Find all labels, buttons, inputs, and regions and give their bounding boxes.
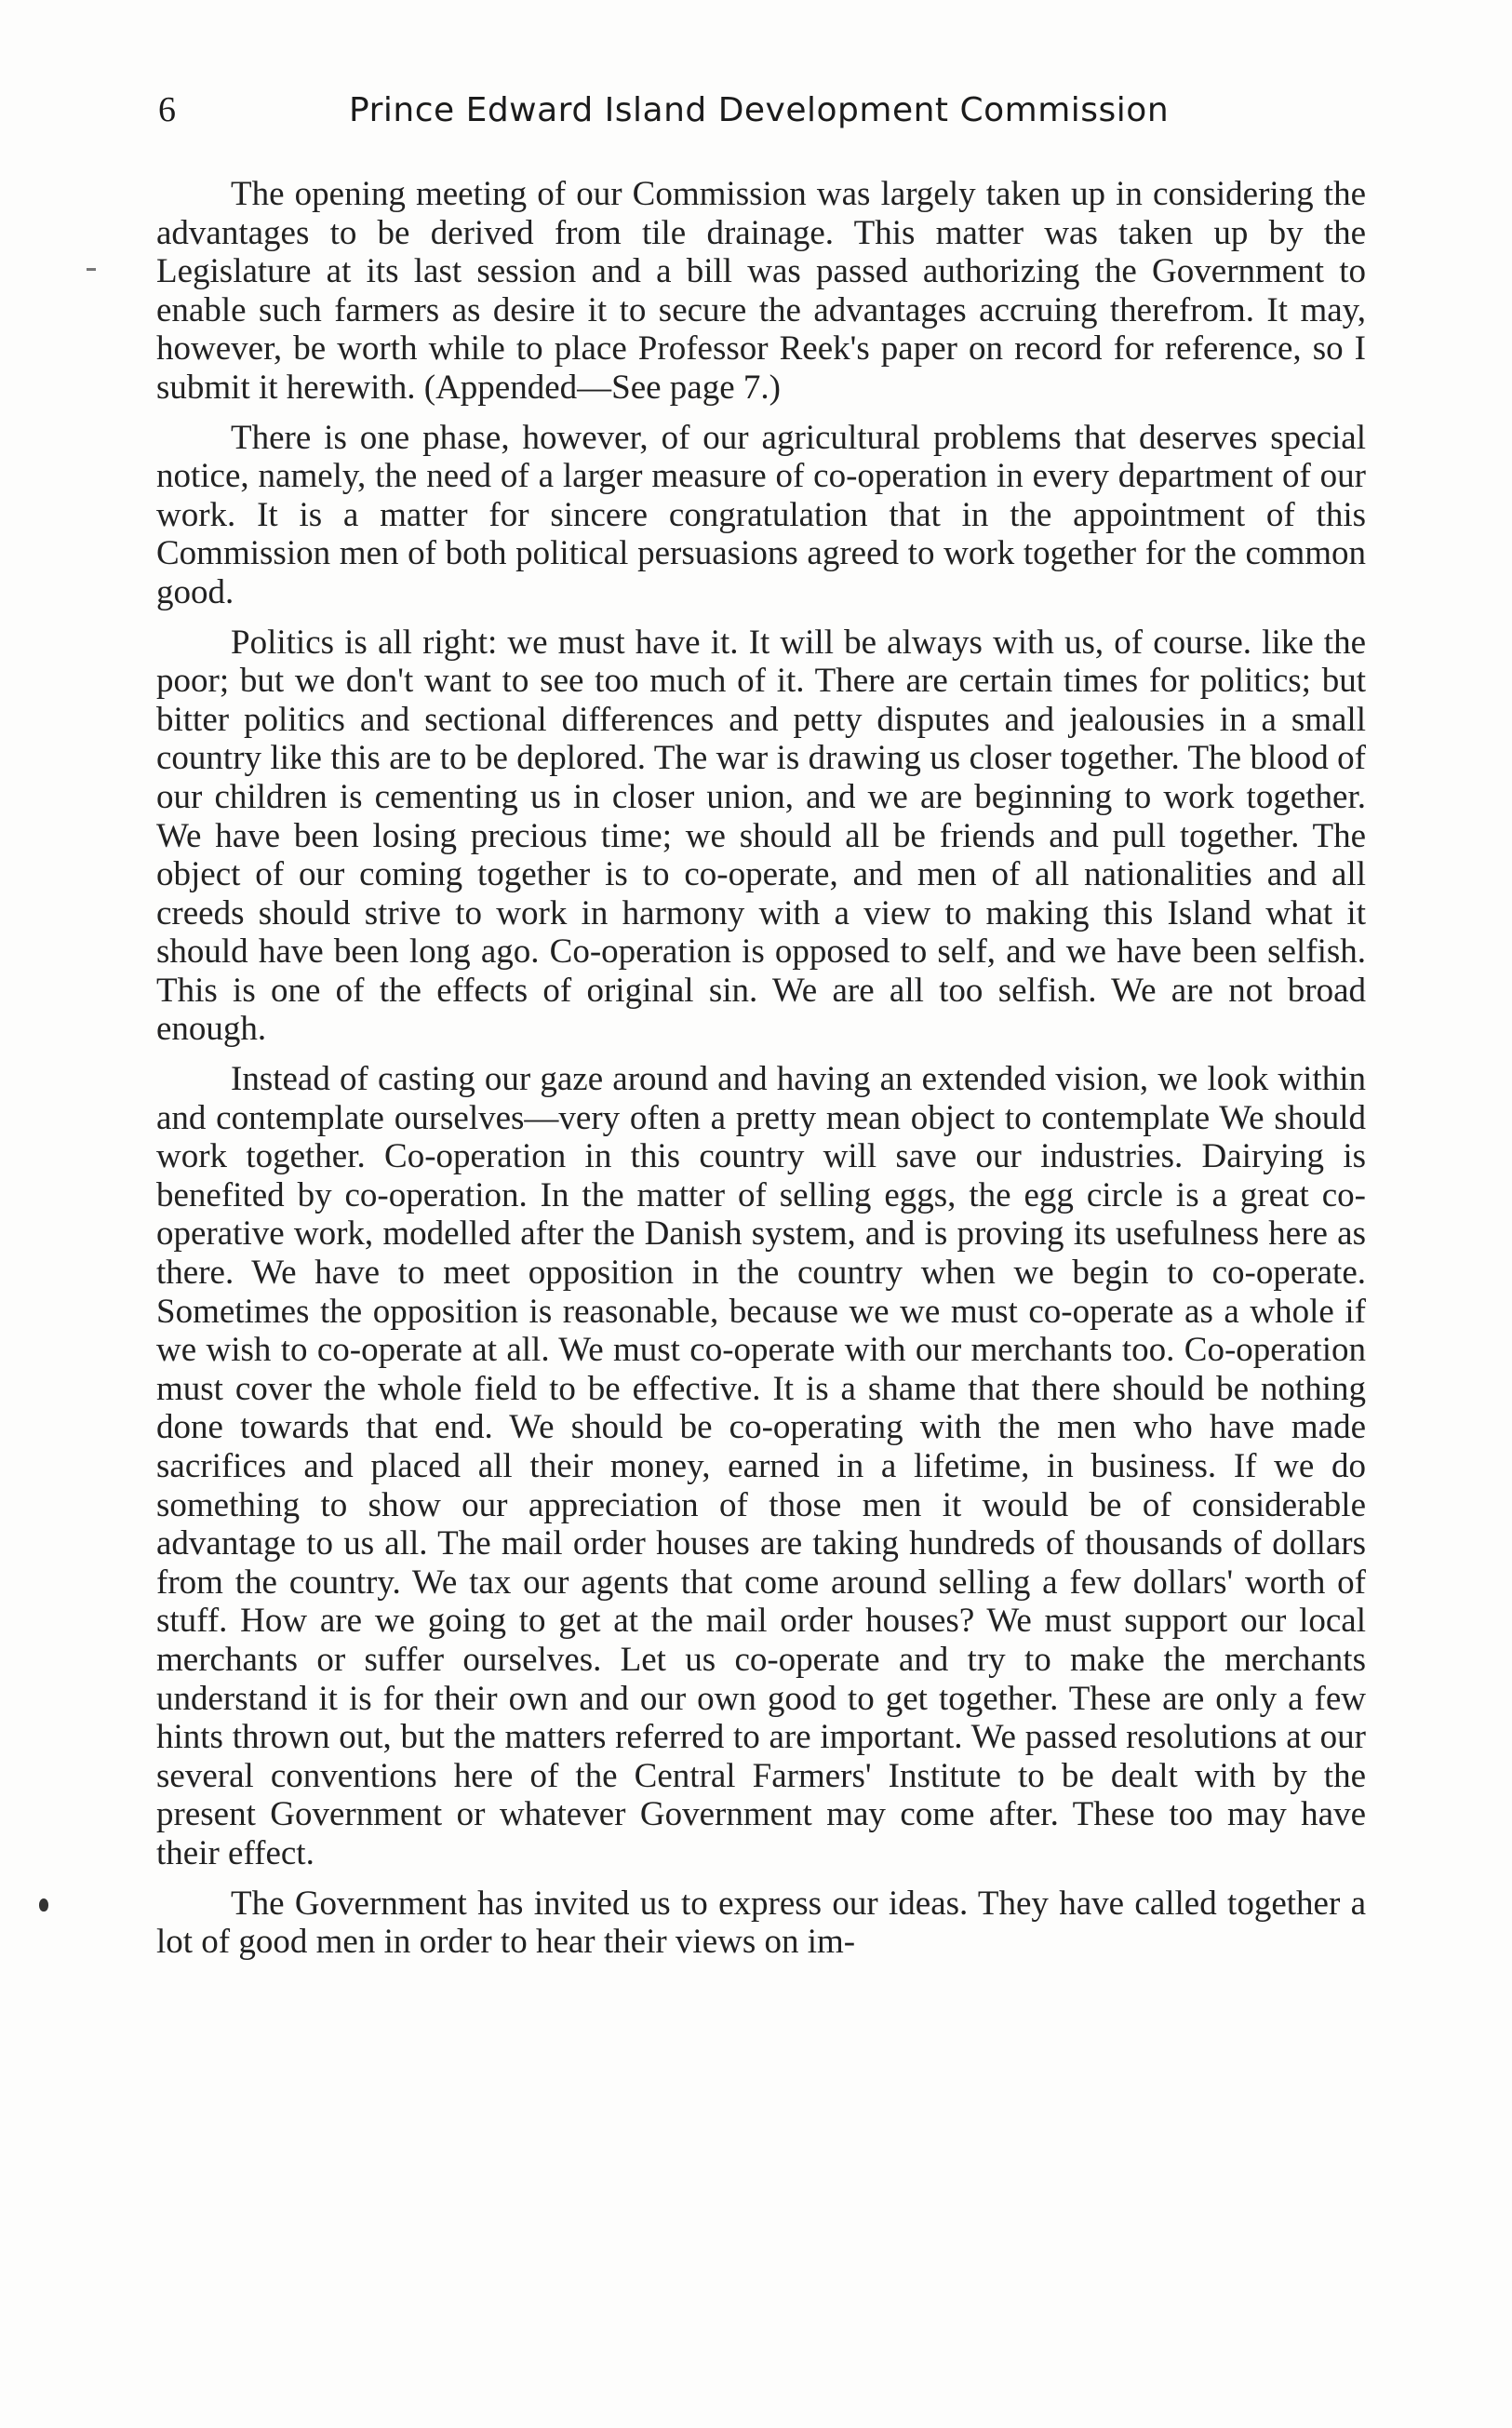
margin-dash-mark (87, 268, 96, 271)
paragraph-tile-drainage: The opening meeting of our Commission was largely taken up in considering the advantages to be derived from tile drainage. This matter was taken up by the Legislature at its last session and a bill was passed authorizing the Government to enable such farmers as desire it to secure the advantages accruing therefrom. It may, however, be worth while to place Professor Reek's paper on record for reference, so I submit it herewith. (Appended—See page 7.) (156, 175, 1366, 407)
paragraph-extended-vision: Instead of casting our gaze around and having an extended vision, we look within and contemplate ourselves—very often a pretty mean object to contemplate We should work together. Co-operation in this country will save our industries. Dairying is benefited by co-operation. In the matter of selling eggs, the egg circle is a great co-operative work, modelled after the Danish system, and is proving its usefulness here as there. We have to meet opposition in the country when we begin to co-operate. Sometimes the opposition is reasonable, because we we must co-operate as a whole if we wish to co-operate at all. We must co-operate with our merchants too. Co-operation must cover the whole field to be effective. It is a shame that there should be nothing done towards that end. We should be co-operating with the men who have made sacrifices and placed all their money, earned in a lifetime, in business. If we do something to show our appreciation of those men it would be of considerable advantage to us all. The mail order houses are taking hundreds of thousands of dollars from the country. We tax our agents that come around selling a few dollars' worth of stuff. How are we going to get at the mail order houses? We must support our local merchants or suffer ourselves. Let us co-operate and try to make the merchants understand it is for their own and our own good to get together. These are only a few hints thrown out, but the matters referred to are important. We passed resolutions at our several conventions here of the Central Farmers' Institute to be dealt with by the present Government or whatever Government may come after. These too may have their effect. (156, 1060, 1366, 1872)
running-title: Prince Edward Island Development Commission (349, 91, 1170, 129)
body-text (156, 175, 1366, 1973)
page-header (158, 89, 1368, 145)
paragraph-government-invitation: The Government has invited us to express our ideas. They have called together a lot of good men in order to hear their views on im- (156, 1884, 1366, 1962)
paragraph-politics: Politics is all right: we must have it. It will be always with us, of course. like the poor; but we don't want to see too much of it. There are certain times for politics; but bitter politics and sectional differences and petty disputes and jealousies in a small country like this are to be deplored. The war is drawing us closer together. The blood of our children is cementing us in closer union, and we are beginning to work together. We have been losing precious time; we should all be friends and pull together. The object of our coming together is to co-operate, and men of all nationalities and all creeds should strive to work in harmony with a view to making this Island what it should have been long ago. Co-operation is opposed to self, and we have been selfish. This is one of the effects of original sin. We are all too selfish. We are not broad enough. (156, 623, 1366, 1049)
margin-ink-spot (39, 1898, 48, 1912)
paragraph-cooperation-phase: There is one phase, however, of our agricultural problems that deserves special notice, namely, the need of a larger measure of co-operation in every department of our work. It is a matter for sincere congratulation that in the appointment of this Commission men of both political persuasions agreed to work together for the common good. (156, 418, 1366, 611)
page-number: 6 (158, 90, 176, 129)
